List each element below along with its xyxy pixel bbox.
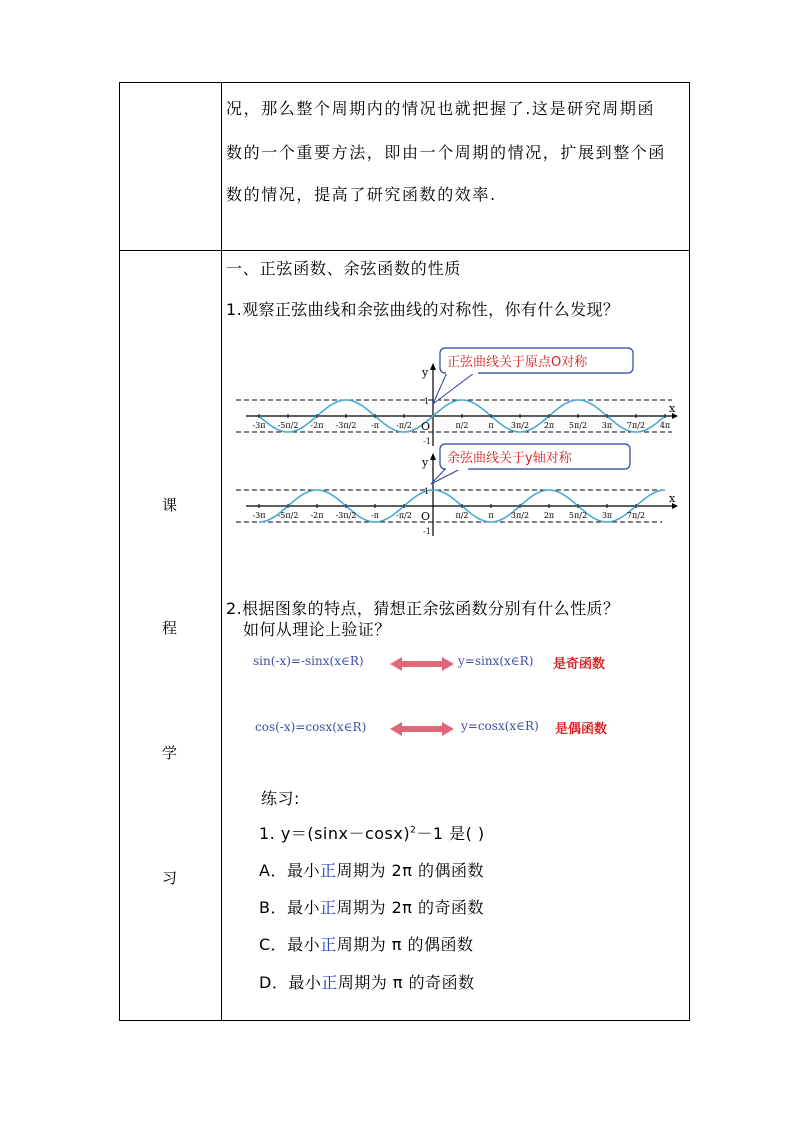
side-label-cheng: 程 — [162, 619, 178, 637]
sin-tick-label: π/2 — [455, 421, 469, 430]
sin-tick-label: -2π — [310, 421, 324, 430]
cos-tick-label: -5π/2 — [277, 511, 299, 520]
table-border-right — [689, 82, 690, 1021]
sin-y-label: y — [422, 366, 429, 379]
exercise-question-suffix: －1 是( ) — [416, 824, 485, 843]
section-heading: 一、正弦函数、余弦函数的性质 — [226, 259, 462, 278]
question-1: 1.观察正弦曲线和余弦曲线的对称性，你有什么发现？ — [226, 300, 620, 319]
sin-tick-label: -π — [371, 421, 379, 430]
side-label-xi: 习 — [162, 869, 178, 887]
sine-cosine-graph — [226, 326, 686, 551]
sin-tick-label: 3π/2 — [510, 421, 530, 430]
side-label-xue: 学 — [162, 744, 178, 762]
intro-line-2: 数的一个重要方法，即由一个周期的情况，扩展到整个函 — [226, 143, 667, 162]
sin-tick-label: 7π/2 — [626, 421, 646, 430]
cos-tick-label: 3π/2 — [510, 511, 530, 520]
cos-tick-label: 7π/2 — [626, 511, 646, 520]
cos-tick-label: -π/2 — [396, 511, 412, 520]
cos-callout-text: 余弦曲线关于y轴对称 — [447, 451, 572, 466]
cos-tick-label: π — [488, 511, 494, 520]
sin-function: y=sinx(x∈R) — [458, 654, 534, 668]
cos-one-label: 1 — [424, 487, 430, 496]
cos-x-label: x — [669, 492, 676, 505]
sin-tick-label: -5π/2 — [277, 421, 299, 430]
table-border-left — [119, 82, 120, 1021]
sin-tick-label: -3π/2 — [335, 421, 357, 430]
table-border-top — [119, 82, 690, 83]
table-column-divider — [221, 82, 222, 1021]
sin-double-arrow — [390, 656, 454, 672]
cos-tick-label: -π — [371, 511, 379, 520]
cos-tick-label: 2π — [543, 511, 555, 520]
option-a: A．最小正周期为 2π 的偶函数 — [259, 861, 484, 880]
exercise-question — [259, 821, 485, 844]
sin-neg-one-label: -1 — [423, 437, 431, 446]
exercise-question-exponent: 2 — [410, 825, 417, 836]
cos-result: 是偶函数 — [555, 722, 608, 737]
sin-one-label: 1 — [424, 397, 430, 406]
exercise-title: 练习: — [261, 789, 300, 808]
option-c: C．最小正周期为 π 的偶函数 — [259, 935, 474, 954]
cos-tick-label: -3π/2 — [335, 511, 357, 520]
sin-origin-label: O — [421, 420, 431, 433]
sin-tick-label: 2π — [543, 421, 555, 430]
sin-result: 是奇函数 — [553, 657, 606, 672]
side-label-ke: 课 — [162, 496, 178, 514]
sin-tick-label: 5π/2 — [568, 421, 588, 430]
cos-tick-label: π/2 — [455, 511, 469, 520]
cos-tick-label: 5π/2 — [568, 511, 588, 520]
intro-line-1: 况，那么整个周期内的情况也就把握了.这是研究周期函 — [226, 99, 656, 118]
question-2-line-2: 如何从理论上验证？ — [243, 620, 391, 639]
sin-tick-label: -3π — [252, 421, 266, 430]
question-2-line-1: 2.根据图象的特点，猜想正余弦函数分别有什么性质？ — [226, 599, 620, 618]
sin-tick-label: -π/2 — [396, 421, 412, 430]
option-b: B．最小正周期为 2π 的奇函数 — [259, 898, 484, 917]
cos-tick-label: 3π — [601, 511, 613, 520]
sin-x-label: x — [669, 402, 676, 415]
sin-tick-label: 4π — [659, 421, 671, 430]
cos-identity: cos(-x)=cosx(x∈R) — [255, 720, 367, 734]
intro-line-3: 数的情况，提高了研究函数的效率. — [226, 185, 497, 204]
sin-tick-label: π — [488, 421, 494, 430]
cos-tick-label: -2π — [310, 511, 324, 520]
cos-tick-label: -3π — [252, 511, 266, 520]
sin-callout-text: 正弦曲线关于原点O对称 — [447, 355, 588, 370]
cos-y-label: y — [422, 456, 429, 469]
cos-double-arrow — [390, 721, 454, 737]
exercise-question-prefix: 1. y＝(sinx－cosx) — [259, 824, 411, 843]
sin-tick-label: 3π — [601, 421, 613, 430]
cos-function: y=cosx(x∈R) — [461, 719, 539, 733]
table-border-bottom — [119, 1020, 690, 1021]
sin-identity: sin(-x)=-sinx(x∈R) — [253, 654, 364, 668]
table-row-divider — [119, 250, 690, 251]
cos-origin-label: O — [421, 510, 431, 523]
cos-neg-one-label: -1 — [423, 527, 431, 536]
option-d: D．最小正周期为 π 的奇函数 — [259, 973, 475, 992]
